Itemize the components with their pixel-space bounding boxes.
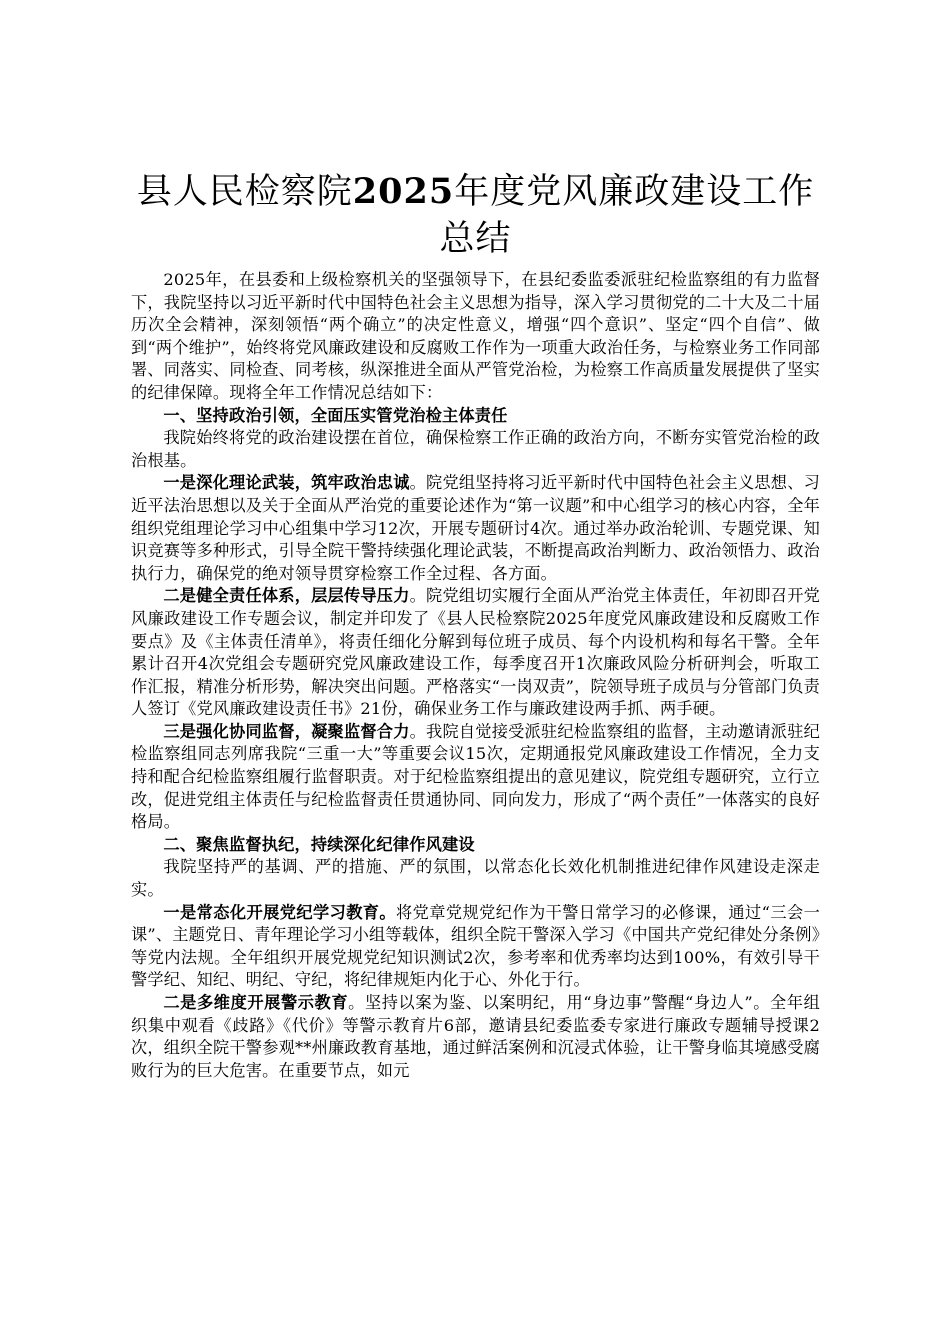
paragraph-text: 。我院自觉接受派驻纪检监察组的监督，主动邀请派驻纪检监察组同志列席我院“三重一大”等重要会议15次，定期通报党风廉政建设工作情况，全力支持和配合纪检监察组履行监督职责。对于纪检监察组提出的意见建议，院党组专题研究，立行立改，促进党组主体责任与纪检监督责任贯通协同、同向发力，形成了“两个责任”一体落实的良好格局。 [131, 721, 821, 832]
document-body [131, 269, 820, 1082]
title-suffix: 年度党风廉政建设工作总结 [439, 172, 815, 259]
paragraph-text: 将党章党规党纪作为干警日常学习的必修课，通过“三会一课”、主题党日、青年理论学习小组等载体，组织全院干警深入学习《中国共产党纪律处分条例》等党内法规。全年组织开展党规党纪知识测试2次，参考率和优秀率均达到100%，有效引导干警学纪、知纪、明纪、守纪，将纪律规矩内化于心、外化于行。 [131, 902, 820, 990]
section-heading: 一、坚持政治引领，全面压实管党治检主体责任 [163, 405, 508, 425]
body-paragraph [131, 856, 820, 901]
paragraph-text: 我院坚持严的基调、严的措施、严的氛围，以常态化长效化机制推进纪律作风建设走深走实。 [131, 857, 820, 900]
paragraph-text: 我院始终将党的政治建设摆在首位，确保检察工作正确的政治方向，不断夯实管党治检的政治根基。 [131, 428, 820, 470]
paragraph-lead: 二是健全责任体系，层层传导压力 [163, 586, 410, 606]
paragraph-lead: 二是多维度开展警示教育 [163, 993, 349, 1012]
body-paragraph [131, 992, 820, 1082]
body-paragraph [131, 902, 820, 992]
body-paragraph [131, 427, 820, 472]
title-prefix: 县人民检察院 [136, 172, 353, 212]
body-paragraph [131, 472, 820, 585]
paragraph-lead: 一是常态化开展党纪学习教育。 [163, 902, 397, 922]
paragraph-text: 。坚持以案为鉴、以案明纪，用“身边事”警醒“身边人”。全年组织集中观看《歧路》《代价》等警示教育片6部，邀请县纪委监委专家进行廉政专题辅导授课2次，组织全院干警参观**州廉政教育基地，通过鲜活案例和沉浸式体验，让干警身临其境感受腐败行为的巨大危害。在重要节点，如元 [131, 993, 820, 1080]
title-year: 2025 [352, 171, 455, 212]
paragraph-lead: 一是深化理论武装，筑牢政治忠诚 [163, 473, 410, 493]
document-page [131, 168, 820, 1082]
paragraph-text: 。院党组坚持将习近平新时代中国特色社会主义思想、习近平法治思想以及关于全面从严治党的重要论述作为“第一议题”和中心组学习的核心内容，全年组织党组理论学习中心组集中学习12次，开展专题研讨4次。通过举办政治轮训、专题党课、知识竞赛等多种形式，引导全院干警持续强化理论武装，不断提高政治判断力、政治领悟力、政治执行力，确保党的绝对领导贯穿检察工作全过程、各方面。 [131, 473, 821, 583]
paragraph-lead: 三是强化协同监督，凝聚监督合力 [163, 721, 410, 741]
body-paragraph [131, 721, 820, 834]
paragraph-text: 2025年，在县委和上级检察机关的坚强领导下，在县纪委监委派驻纪检监察组的有力监督下，我院坚持以习近平新时代中国特色社会主义思想为指导，深入学习贯彻党的二十大及二十届历次全会精神，深刻领悟“两个确立”的决定性意义，增强“四个意识”、坚定“四个自信”、做到“两个维护”，始终将党风廉政建设和反腐败工作作为一项重大政治任务，与检察业务工作同部署、同落实、同检查、同考核，纵深推进全面从严管党治检，为检察工作高质量发展提供了坚实的纪律保障。现将全年工作情况总结如下： [131, 270, 820, 402]
intro-paragraph [131, 269, 820, 405]
paragraph-text: 。院党组切实履行全面从严治党主体责任，年初即召开党风廉政建设工作专题会议，制定并印发了《县人民检察院2025年度党风廉政建设和反腐败工作要点》及《主体责任清单》，将责任细化分解到每位班子成员、每个内设机构和每名干警。全年累计召开4次党组会专题研究党风廉政建设工作，每季度召开1次廉政风险分析研判会，听取工作汇报，精准分析形势，解决突出问题。严格落实“一岗双责”，院领导班子成员与分管部门负责人签订《党风廉政建设责任书》21份，确保业务工作与廉政建设两手抓、两手硬。 [131, 586, 821, 719]
section-heading: 二、聚焦监督执纪，持续深化纪律作风建设 [163, 834, 475, 854]
body-paragraph [131, 585, 820, 721]
document-title [131, 168, 820, 263]
